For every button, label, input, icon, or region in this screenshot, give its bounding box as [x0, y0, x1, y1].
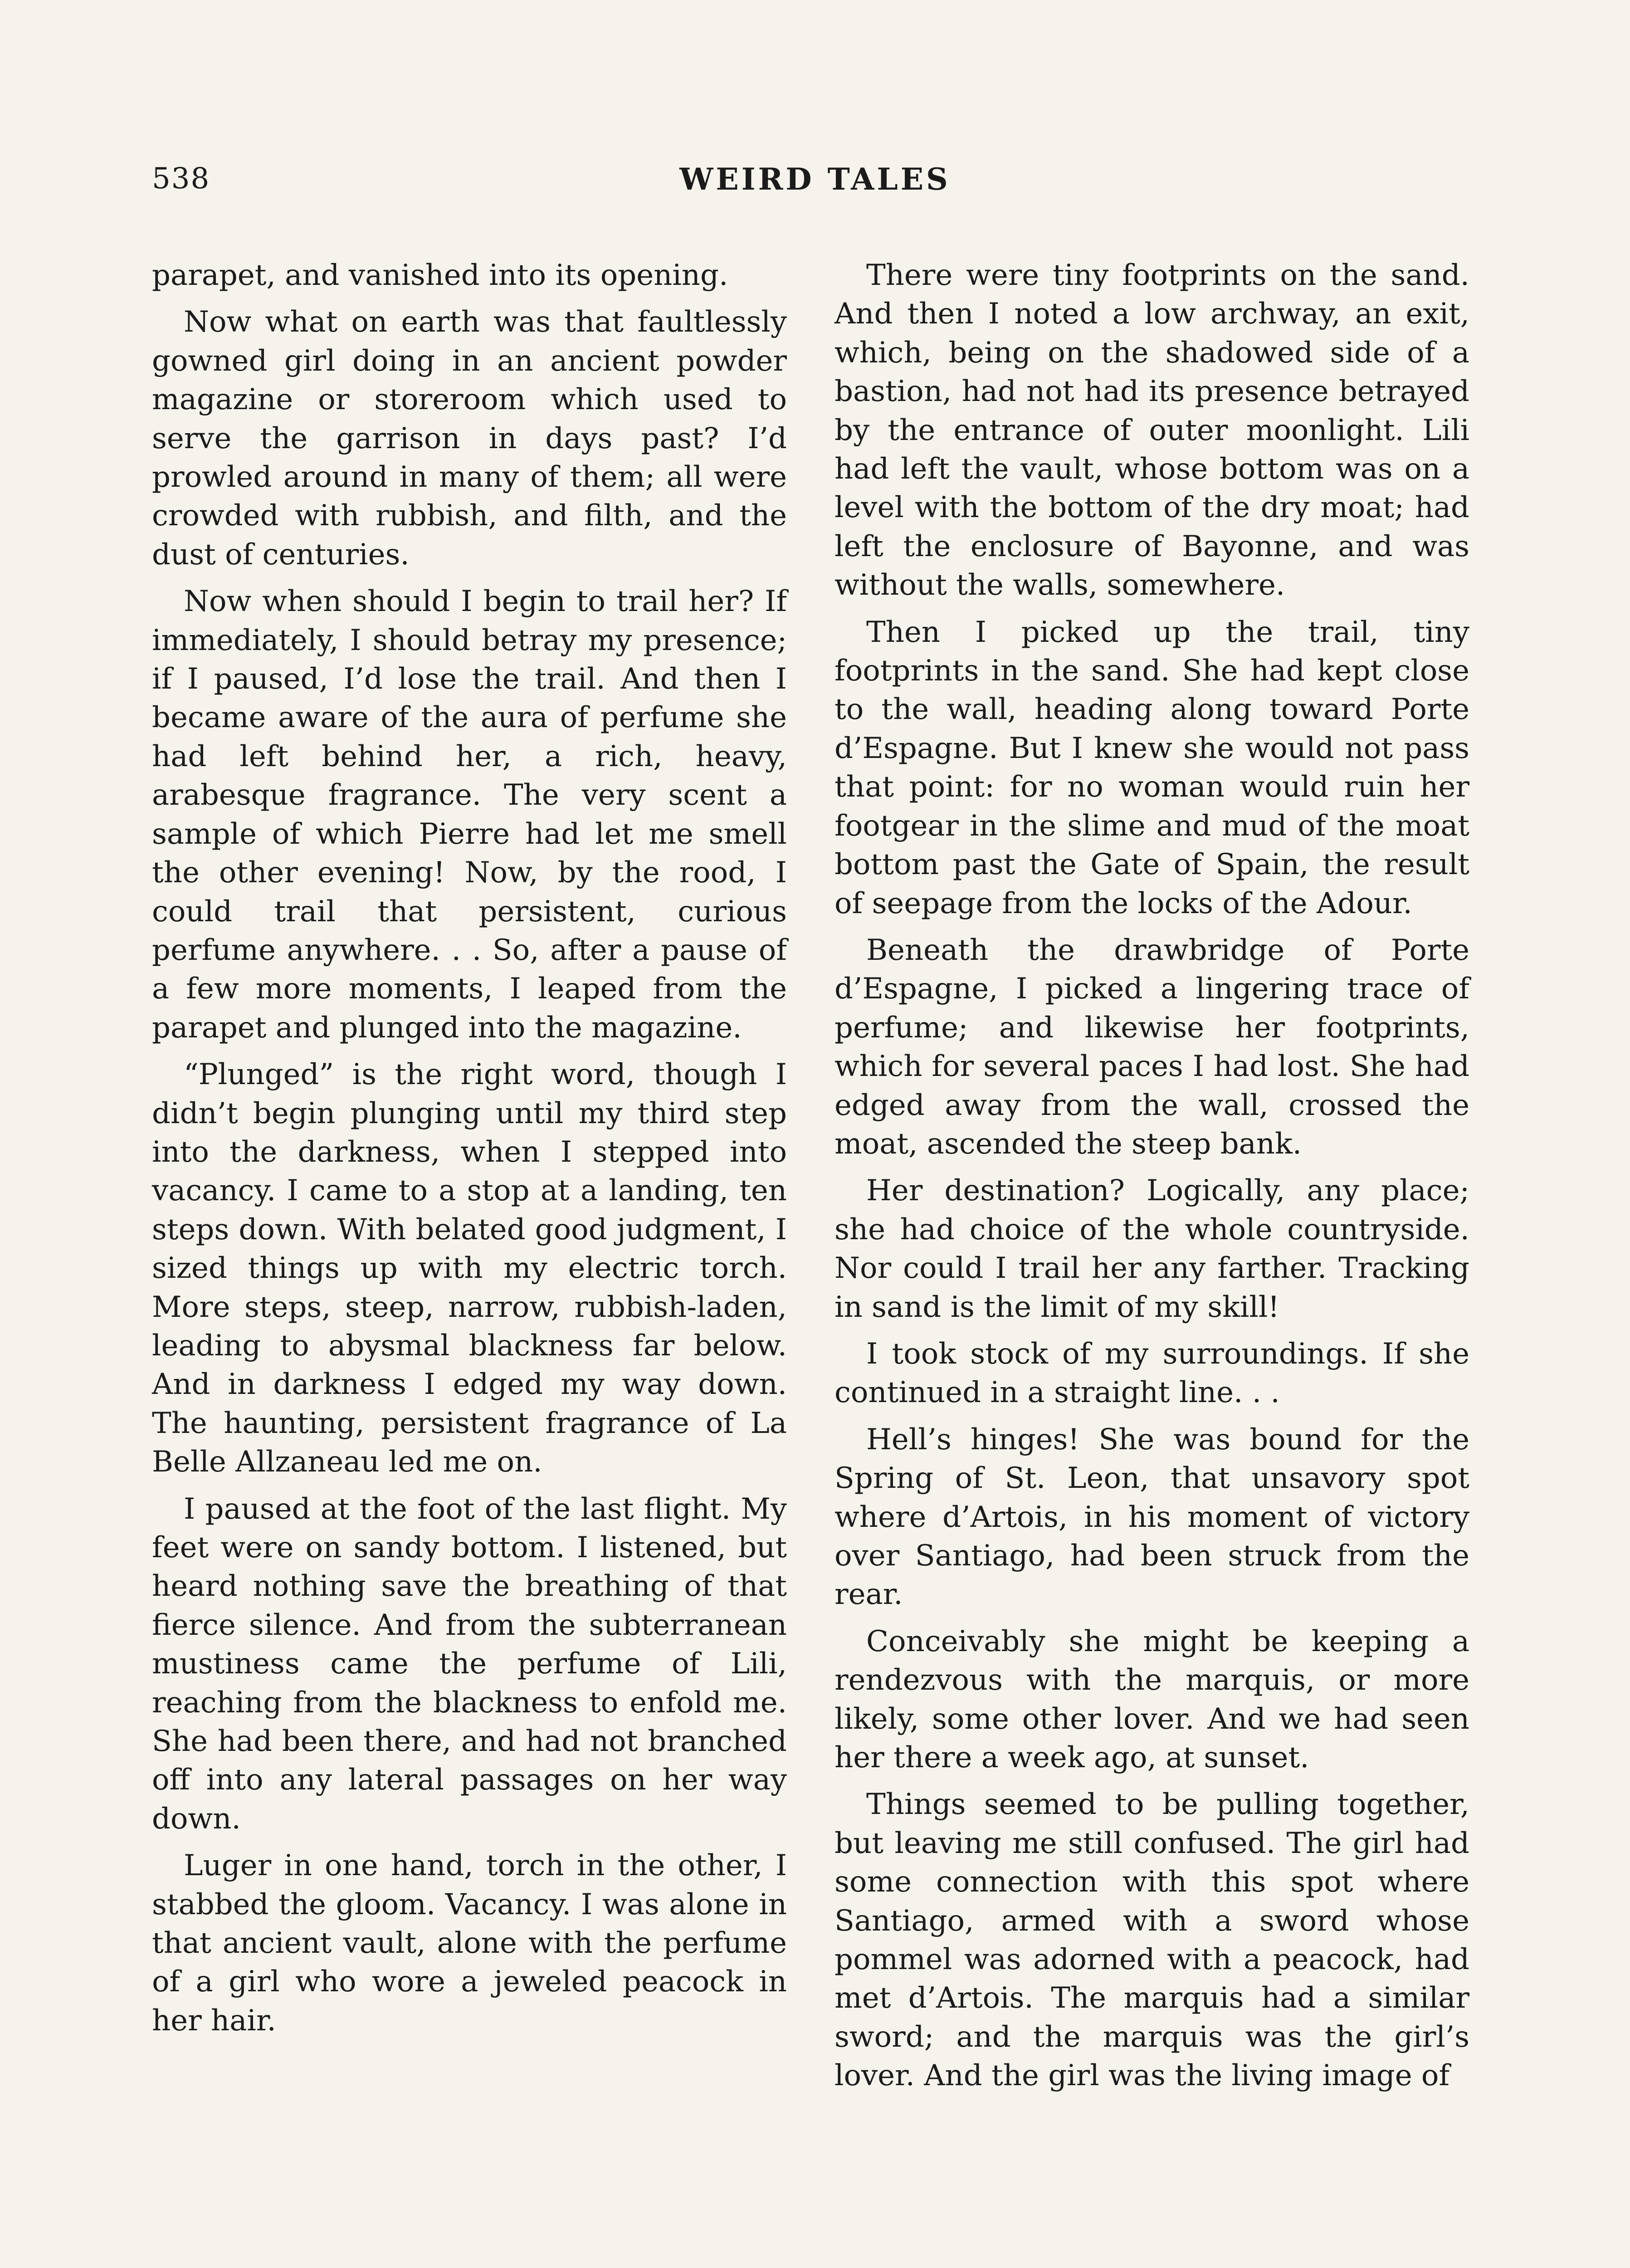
paragraph: I paused at the foot of the last flight. My feet were on sandy bottom. I listened, but heard nothing save the breathing of that fierce silence. And from the subterranean mustiness came the perfume of Lili, reaching from the blackness to enfold me. She had been there, and had not branched off into any lateral passages on her way down. [152, 1492, 787, 1836]
paragraph: Then I picked up the trail, tiny footprints in the sand. She had kept close to the wall, heading along toward Porte d’Espagne. But I knew she would not pass that point: for no woman would ruin her footgear in the slime and mud of the moat bottom past the Gate of Spain, the result of seepage from the locks of the Adour. [835, 615, 1469, 920]
running-head: WEIRD TALES [679, 161, 951, 197]
paragraph: Now when should I begin to trail her? If immediately, I should betray my presence; if I paused, I’d lose the trail. And then I became aware of the aura of perfume she had left behind her, a rich, heavy, arabesque fragrance. The very scent a sample of which Pierre had let me smell the other evening! Now, by the rood, I could trail that persistent, curious perfume anywhere. . . So, after a pause of a few more moments, I leaped from the parapet and plunged into the magazine. [152, 585, 787, 1045]
paragraph: Hell’s hinges! She was bound for the Spring of St. Leon, that unsavory spot where d’Artois, in his moment of victory over Santiago, had been struck from the rear. [835, 1422, 1469, 1612]
paragraph: Her destination? Logically, any place; she had choice of the whole countryside. Nor could I trail her any farther. Tracking in sand is the limit of my skill! [835, 1174, 1469, 1324]
page-number: 538 [152, 162, 210, 196]
paragraph: Beneath the drawbridge of Porte d’Espagne, I picked a lingering trace of perfume; and likewise her footprints, which for several paces I had lost. She had edged away from the wall, crossed the moat, ascended the steep bank. [835, 933, 1469, 1161]
paragraph: I took stock of my surroundings. If she continued in a straight line. . . [835, 1337, 1469, 1410]
left-column [152, 256, 787, 2048]
paragraph: “Plunged” is the right word, though I didn’t begin plunging until my third step into the darkness, when I stepped into vacancy. I came to a stop at a landing, ten steps down. With belated good judgment, I sized things up with my electric torch. More steps, steep, narrow, rubbish-laden, leading to abysmal blackness far below. And in darkness I edged my way down. The haunting, persistent fragrance of La Belle Allzaneau led me on. [152, 1058, 787, 1479]
paragraph: Conceivably she might be keeping a rendezvous with the marquis, or more likely, some other lover. And we had seen her there a week ago, at sunset. [835, 1624, 1469, 1775]
paragraph: Things seemed to be pulling together, but leaving me still confused. The girl had some connection with this spot where Santiago, armed with a sword whose pommel was adorned with a peacock, had met d’Artois. The marquis had a similar sword; and the marquis was the girl’s lover. And the girl was the living image of [835, 1788, 1469, 2093]
paragraph: Luger in one hand, torch in the other, I stabbed the gloom. Vacancy. I was alone in that ancient vault, alone with the perfume of a girl who wore a jeweled peacock in her hair. [152, 1849, 787, 2038]
right-column [835, 256, 1469, 2104]
paragraph: There were tiny footprints on the sand. And then I noted a low archway, an exit, which, being on the shadowed side of a bastion, had not had its presence betrayed by the entrance of outer moonlight. Lili had left the vault, whose bottom was on a level with the bottom of the dry moat; had left the enclosure of Bayonne, and was without the walls, somewhere. [835, 259, 1469, 602]
paragraph: Now what on earth was that faultlessly gowned girl doing in an ancient powder magazine or storeroom which used to serve the garrison in days past? I’d prowled around in many of them; all were crowded with rubbish, and filth, and the dust of centuries. [152, 305, 787, 572]
paragraph: parapet, and vanished into its opening. [152, 259, 728, 292]
